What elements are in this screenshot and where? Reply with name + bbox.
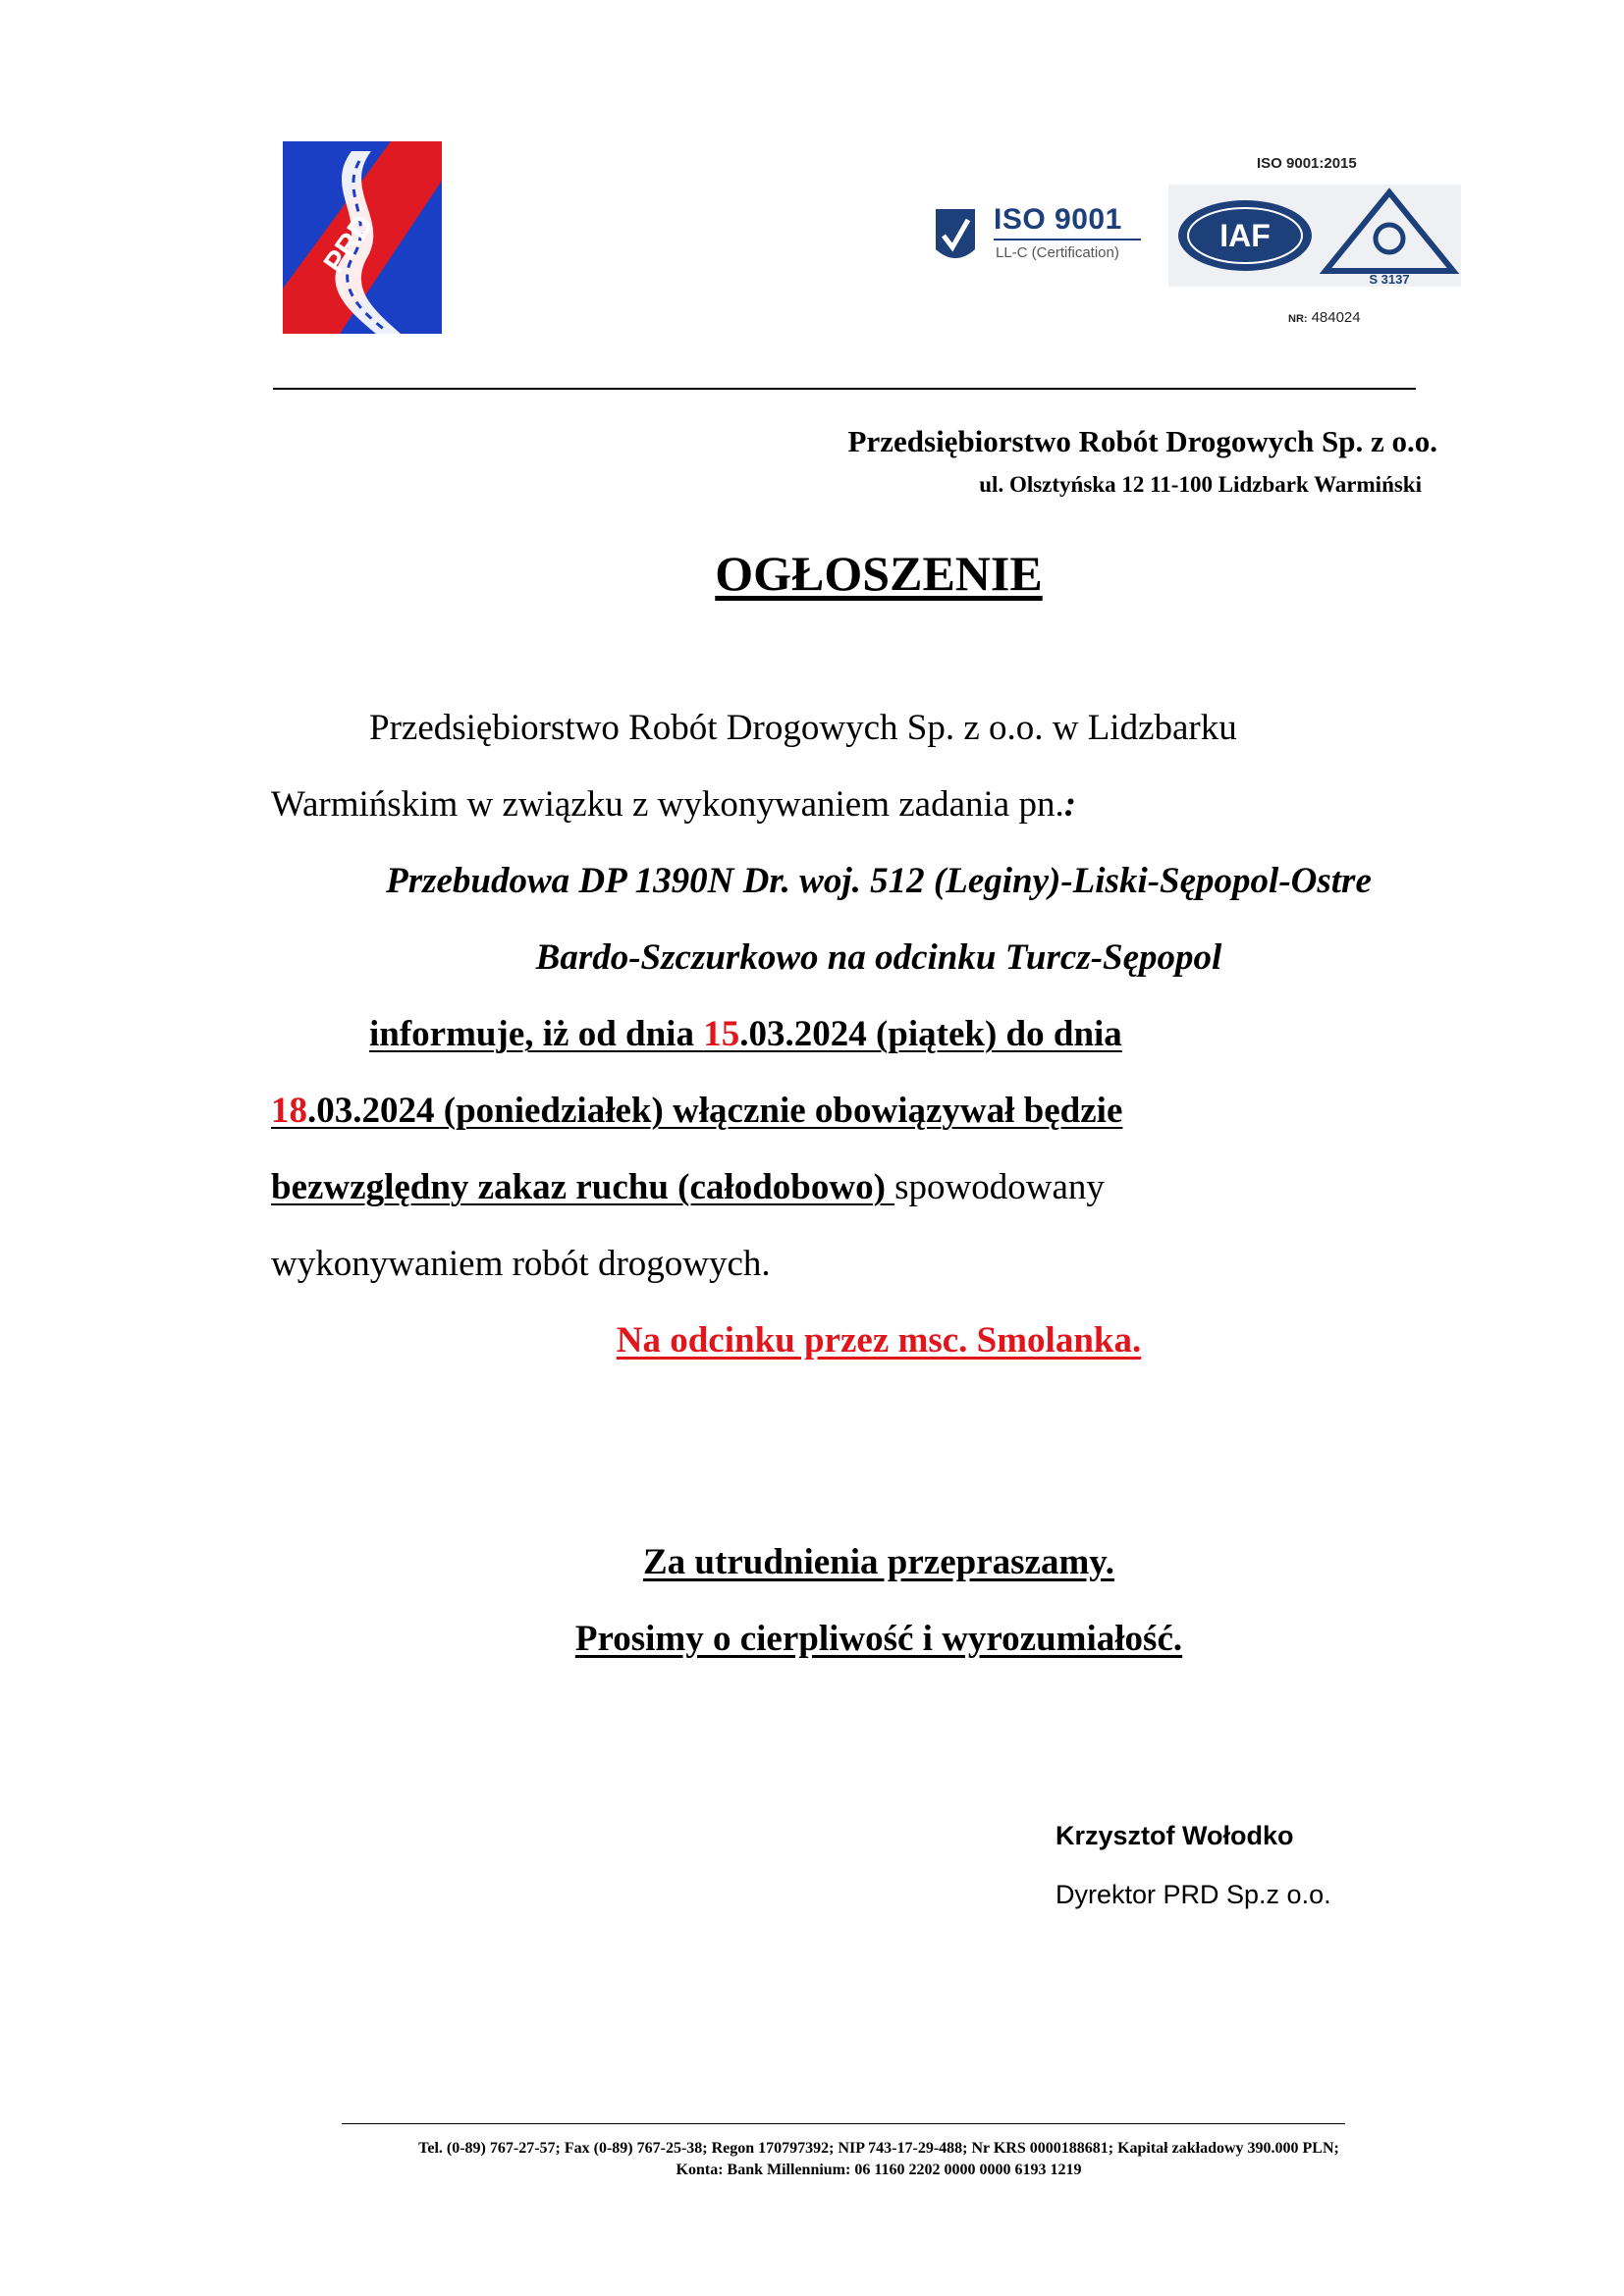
- intro-line-2-text: Warmińskim w związku z wykonywaniem zadania pn.: [271, 784, 1064, 825]
- iso-badge-title: ISO 9001: [994, 203, 1122, 236]
- prd-logo: [283, 141, 442, 334]
- traffic-ban: bezwzględny zakaz ruchu (całodobowo): [271, 1167, 895, 1207]
- header-divider: [273, 388, 1416, 390]
- iso-badge-subtitle: LL-C (Certification): [996, 244, 1119, 261]
- iaf-nr-label: NR:: [1288, 313, 1308, 325]
- info-line-3: [271, 1166, 1105, 1209]
- signer-name: Krzysztof Wołodko: [1056, 1821, 1294, 1850]
- task-name-line-2: Bardo-Szczurkowo na odcinku Turcz-Sępopol: [535, 937, 1222, 978]
- company-address: ul. Olsztyńska 12 11-100 Lidzbark Warmiński: [979, 472, 1422, 497]
- date-to-rest: .03.2024 (poniedziałek) włącznie obowiązywał będzie: [307, 1091, 1123, 1131]
- iaf-number: [1288, 309, 1361, 326]
- footer-contact-line: Tel. (0-89) 767-27-57; Fax (0-89) 767-25-38; Regon 170797392; NIP 743-17-29-488; Nr KRS 0000188681; Kapitał zakładowy 390.000 PLN;: [418, 2140, 1339, 2157]
- date-from-day: 15: [703, 1014, 740, 1054]
- checkmark-shield-icon: [933, 206, 978, 267]
- intro-line-2-colon: :: [1063, 784, 1077, 825]
- date-to-day: 18: [271, 1091, 307, 1131]
- iso-badge-rule: [994, 239, 1141, 240]
- iaf-nr-value: 484024: [1311, 309, 1361, 326]
- signer-role: Dyrektor PRD Sp.z o.o.: [1056, 1880, 1331, 1909]
- iaf-standard-label: ISO 9001:2015: [1257, 155, 1357, 172]
- iaf-cert-code: S 3137: [1369, 272, 1410, 287]
- date-from-rest: .03.2024 (piątek) do dnia: [739, 1014, 1122, 1054]
- page-title: OGŁOSZENIE: [715, 546, 1043, 601]
- info-line-1: [369, 1013, 1122, 1056]
- company-name: Przedsiębiorstwo Robót Drogowych Sp. z o.o.: [847, 424, 1437, 458]
- intro-line-2: [271, 783, 1076, 827]
- task-name-line-1: Przebudowa DP 1390N Dr. woj. 512 (Leginy)-Liski-Sępopol-Ostre: [386, 861, 1372, 901]
- traffic-ban-tail: spowodowany: [894, 1167, 1105, 1207]
- footer-bank-line: Konta: Bank Millennium: 06 1160 2202 0000 0000 6193 1219: [676, 2162, 1082, 2178]
- intro-line-1: Przedsiębiorstwo Robót Drogowych Sp. z o.o. w Lidzbarku: [369, 708, 1237, 748]
- iso-9001-badge: [933, 201, 1149, 270]
- prd-logo-text: PRD: [317, 209, 380, 279]
- iaf-logo-text: IAF: [1219, 218, 1271, 253]
- iaf-certification-mark: [1168, 185, 1461, 287]
- info-intro: informuje, iż od dnia: [369, 1014, 704, 1054]
- footer-divider: [342, 2123, 1345, 2124]
- apology-line-2: Prosimy o cierpliwość i wyrozumiałość.: [574, 1619, 1183, 1659]
- apology-line-1: Za utrudnienia przepraszamy.: [643, 1542, 1114, 1582]
- location-notice: Na odcinku przez msc. Smolanka.: [616, 1320, 1142, 1361]
- info-line-2: [271, 1090, 1122, 1133]
- info-line-4: wykonywaniem robót drogowych.: [271, 1244, 771, 1284]
